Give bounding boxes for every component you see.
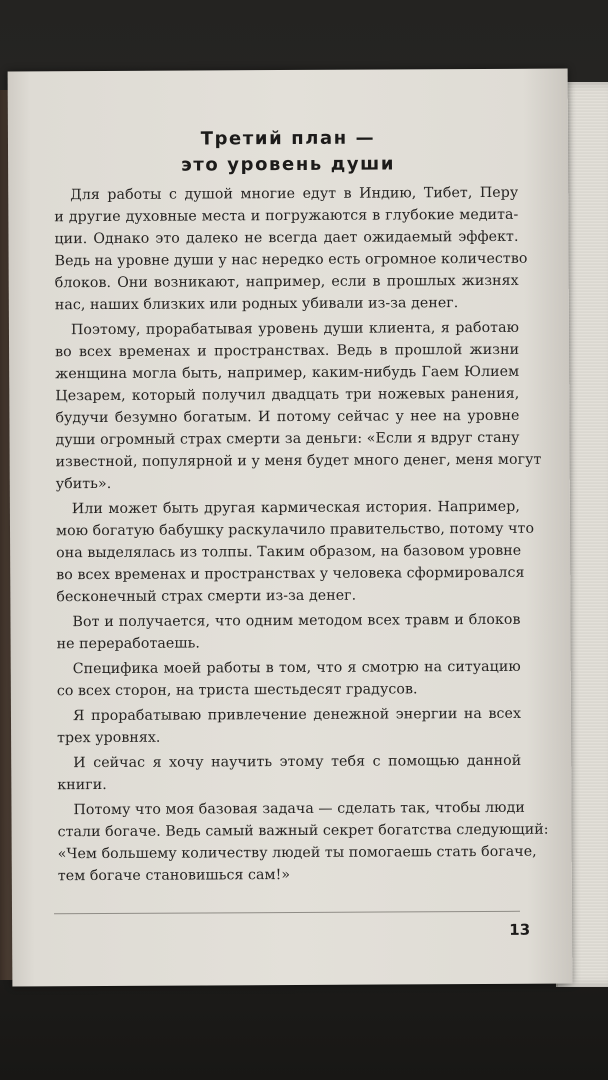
text-line: нас, наших близких или родных убивали из-за денег.: [54, 295, 459, 314]
text-line: трех уровнях.: [57, 729, 161, 747]
page-number: 13: [509, 920, 531, 939]
text-line: Ведь на уровне души у нас нередко есть огромное количество: [54, 250, 528, 270]
text-line: во всех временах и пространствах. Ведь в прошлой жизни: [55, 341, 520, 361]
text-line: Потому что моя базовая задача — сделать так, чтобы люди: [73, 799, 525, 819]
text-line: блоков. Они возникают, например, если в прошлых жизнях: [54, 272, 519, 292]
text-line: она выделялась из толпы. Таким образом, на базовом уровне: [56, 542, 522, 562]
text-line: Для работы с душой многие едут в Индию, Тибет, Перу: [70, 184, 519, 204]
text-line: не переработаешь.: [56, 635, 200, 653]
text-line: Или может быть другая кармическая история. Например,: [71, 498, 520, 518]
text-line: со всех сторон, на триста шестьдесят градусов.: [56, 681, 418, 700]
text-line: во всех временах и пространствах у человека сформировался: [56, 564, 525, 584]
text-line: Поэтому, прорабатывая уровень души клиента, я работаю: [70, 319, 519, 339]
footer-rule: [54, 911, 520, 914]
text-line: И сейчас я хочу научить этому тебя с помощью данной: [73, 752, 522, 772]
text-line: ции. Однако это далеко не всегда дает ожидаемый эффект.: [54, 228, 519, 248]
text-line: убить».: [55, 475, 112, 493]
text-line: мою богатую бабушку раскулачило правительство, потому что: [55, 520, 535, 540]
text-line: бесконечный страх смерти из-за денег.: [56, 587, 357, 606]
text-line: тем богаче становишься сам!»: [57, 867, 291, 885]
text-line: Вот и получается, что одним методом всех травм и блоков: [72, 611, 521, 631]
text-line: Я прорабатываю привлечение денежной энергии на всех: [72, 705, 522, 725]
section-heading-line-1: Третий план —: [200, 127, 376, 150]
text-line: книги.: [57, 776, 107, 794]
text-line: «Чем большему количеству людей ты помогаешь стать богаче,: [57, 843, 537, 863]
section-heading-line-2: это уровень души: [181, 153, 396, 176]
text-line: будучи безумно богатым. И потому сейчас у нее на уровне: [55, 407, 520, 427]
book-page: [8, 69, 573, 987]
text-line: женщина могла быть, например, каким-нибудь Гаем Юлием: [55, 363, 520, 383]
text-line: известной, популярной и у меня будет много денег, меня могут: [55, 451, 542, 471]
text-line: Специфика моей работы в том, что я смотрю на ситуацию: [72, 658, 521, 678]
text-line: и другие духовные места и погружаются в глубокие медита-: [54, 206, 519, 226]
body-text: [54, 182, 549, 887]
text-line: Цезарем, который получил двадцать три ножевых ранения,: [55, 385, 520, 405]
text-line: стали богаче. Ведь самый важный секрет богатства следующий:: [57, 821, 549, 841]
text-line: души огромный страх смерти за деньги: «Если я вдруг стану: [55, 429, 520, 449]
